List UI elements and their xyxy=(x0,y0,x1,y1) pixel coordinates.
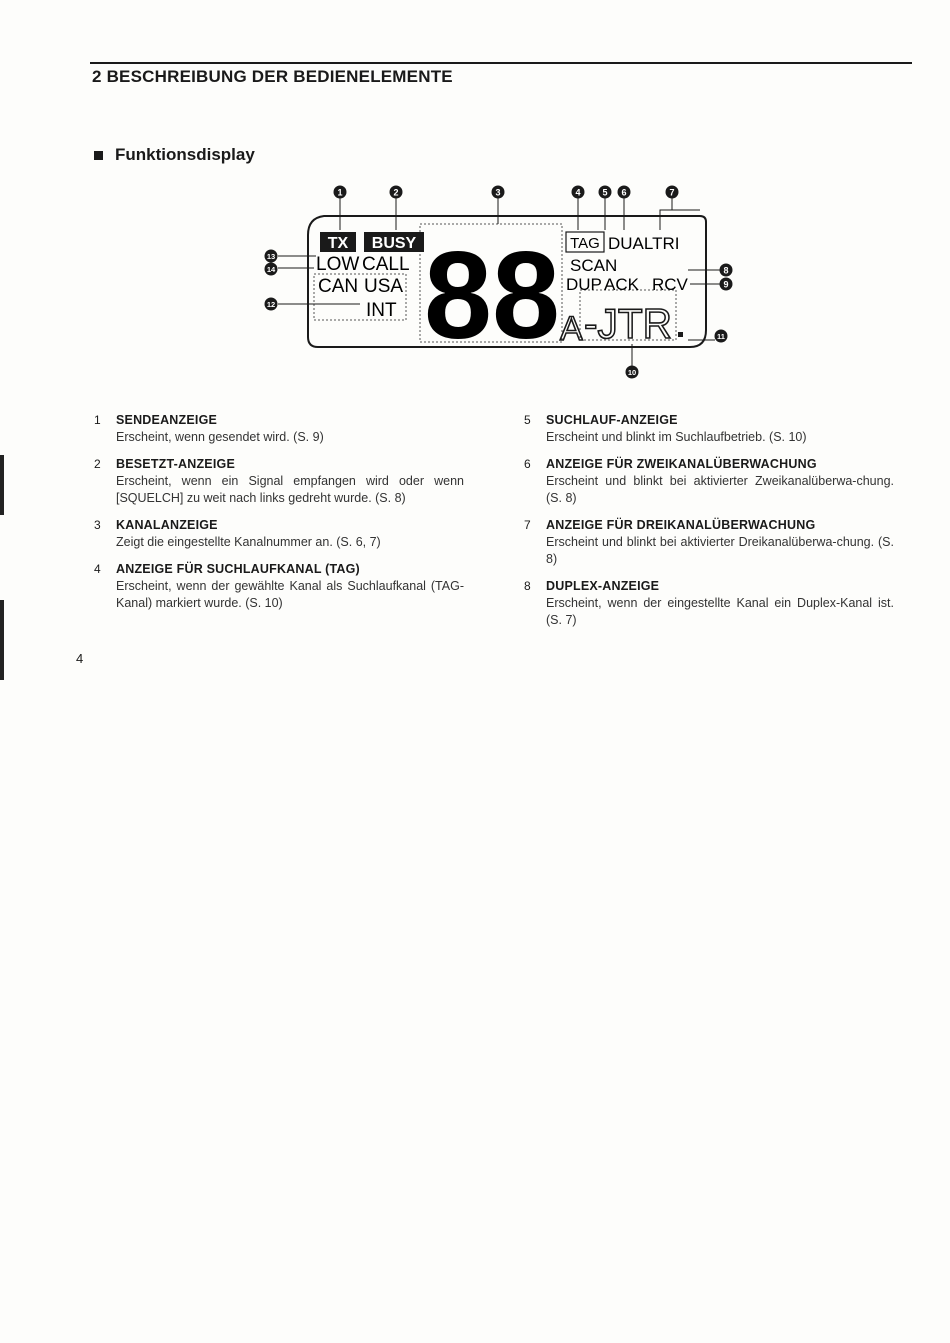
usa-indicator: USA xyxy=(364,276,404,297)
svg-text:6: 6 xyxy=(621,187,627,198)
description-item-2 xyxy=(94,456,464,507)
item-heading: SENDEANZEIGE xyxy=(116,413,218,427)
scan-edge-mark-bottom xyxy=(0,600,4,680)
header-rule xyxy=(90,62,912,64)
can-indicator: CAN xyxy=(318,276,359,297)
item-number: 5 xyxy=(524,413,531,427)
description-item-6 xyxy=(524,456,894,507)
dualtri-indicator: DUALTRI xyxy=(608,234,680,253)
decimal-point xyxy=(678,332,683,337)
callout-2 xyxy=(390,186,403,199)
item-text: Erscheint und blinkt bei aktivierter Dreikanalüberwa-chung. (S. 8) xyxy=(546,535,894,566)
section-title: 2 BESCHREIBUNG DER BEDIENELEMENTE xyxy=(92,67,453,86)
busy-indicator: BUSY xyxy=(371,235,417,252)
square-bullet-icon xyxy=(94,151,103,160)
item-number: 7 xyxy=(524,518,531,532)
item-heading: DUPLEX-ANZEIGE xyxy=(546,579,660,593)
item-number: 2 xyxy=(94,457,101,471)
description-item-7 xyxy=(524,517,894,568)
callout-10 xyxy=(626,366,639,379)
callout-3 xyxy=(492,186,505,199)
description-item-3 xyxy=(94,517,464,551)
callout-13 xyxy=(265,250,278,263)
item-number: 4 xyxy=(94,562,101,576)
tag-indicator: TAG xyxy=(570,235,600,252)
description-column-right xyxy=(524,412,894,639)
svg-text:10: 10 xyxy=(627,368,637,377)
svg-text:14: 14 xyxy=(266,265,276,274)
low-indicator: LOW xyxy=(316,254,360,275)
callout-4 xyxy=(572,186,585,199)
svg-text:9: 9 xyxy=(723,279,729,290)
item-heading: KANALANZEIGE xyxy=(116,518,218,532)
scan-edge-mark-top xyxy=(0,455,4,515)
svg-text:4: 4 xyxy=(575,187,581,198)
call-indicator: CALL xyxy=(362,254,410,275)
svg-text:5: 5 xyxy=(602,187,608,198)
svg-text:7: 7 xyxy=(669,187,675,198)
dup-indicator: DUP xyxy=(566,275,602,294)
channel-digits: 88 xyxy=(424,227,560,365)
callout-8 xyxy=(720,264,733,277)
callout-14 xyxy=(265,263,278,276)
description-item-1 xyxy=(94,412,464,446)
svg-text:1: 1 xyxy=(337,187,343,198)
description-column-left xyxy=(94,412,464,622)
item-heading: ANZEIGE FÜR DREIKANALÜBERWACHUNG xyxy=(546,518,816,532)
rcv-indicator: RCV xyxy=(652,275,688,294)
item-heading: ANZEIGE FÜR ZWEIKANALÜBERWACHUNG xyxy=(546,457,817,471)
scan-indicator: SCAN xyxy=(570,256,618,275)
item-text: Erscheint, wenn gesendet wird. (S. 9) xyxy=(116,430,324,444)
item-heading: ANZEIGE FÜR SUCHLAUFKANAL (TAG) xyxy=(116,562,360,576)
callout-7 xyxy=(666,186,679,199)
item-text: Erscheint und blinkt im Suchlaufbetrieb. (S. 10) xyxy=(546,430,807,444)
tx-indicator: TX xyxy=(327,235,349,252)
int-indicator: INT xyxy=(366,300,397,321)
callout-6 xyxy=(618,186,631,199)
callout-5 xyxy=(599,186,612,199)
small-digits: -JTR xyxy=(584,300,672,347)
item-text: Zeigt die eingestellte Kanalnummer an. (S. 6, 7) xyxy=(116,535,381,549)
subsection-title: Funktionsdisplay xyxy=(115,145,255,164)
ack-indicator: ACK xyxy=(604,275,639,294)
item-text: Erscheint, wenn ein Signal empfangen wird oder wenn [SQUELCH] zu weit nach links gedreht wurde. (S. 8) xyxy=(116,474,464,505)
callout-11 xyxy=(715,330,728,343)
description-item-4 xyxy=(94,561,464,612)
item-heading: BESETZT-ANZEIGE xyxy=(116,457,235,471)
item-number: 3 xyxy=(94,518,101,532)
svg-text:11: 11 xyxy=(717,332,725,341)
item-number: 1 xyxy=(94,413,101,427)
function-display-diagram xyxy=(260,180,740,380)
item-text: Erscheint und blinkt bei aktivierter Zweikanalüberwa-chung. (S. 8) xyxy=(546,474,894,505)
item-text: Erscheint, wenn der eingestellte Kanal ein Duplex-Kanal ist. (S. 7) xyxy=(546,596,894,627)
callout-9 xyxy=(720,278,733,291)
description-item-5 xyxy=(524,412,894,446)
item-heading: SUCHLAUF-ANZEIGE xyxy=(546,413,678,427)
subsection-heading xyxy=(94,145,255,165)
callout-12 xyxy=(265,298,278,311)
page-number: 4 xyxy=(76,651,84,666)
svg-text:8: 8 xyxy=(723,265,729,276)
description-item-8 xyxy=(524,578,894,629)
svg-text:3: 3 xyxy=(495,187,501,198)
channel-suffix: A xyxy=(560,310,583,348)
callout-1 xyxy=(334,186,347,199)
svg-text:12: 12 xyxy=(266,300,276,309)
item-number: 6 xyxy=(524,457,531,471)
svg-text:2: 2 xyxy=(393,187,399,198)
svg-text:13: 13 xyxy=(266,252,276,261)
item-number: 8 xyxy=(524,579,531,593)
item-text: Erscheint, wenn der gewählte Kanal als Suchlaufkanal (TAG-Kanal) markiert wurde. (S. 10) xyxy=(116,579,464,610)
